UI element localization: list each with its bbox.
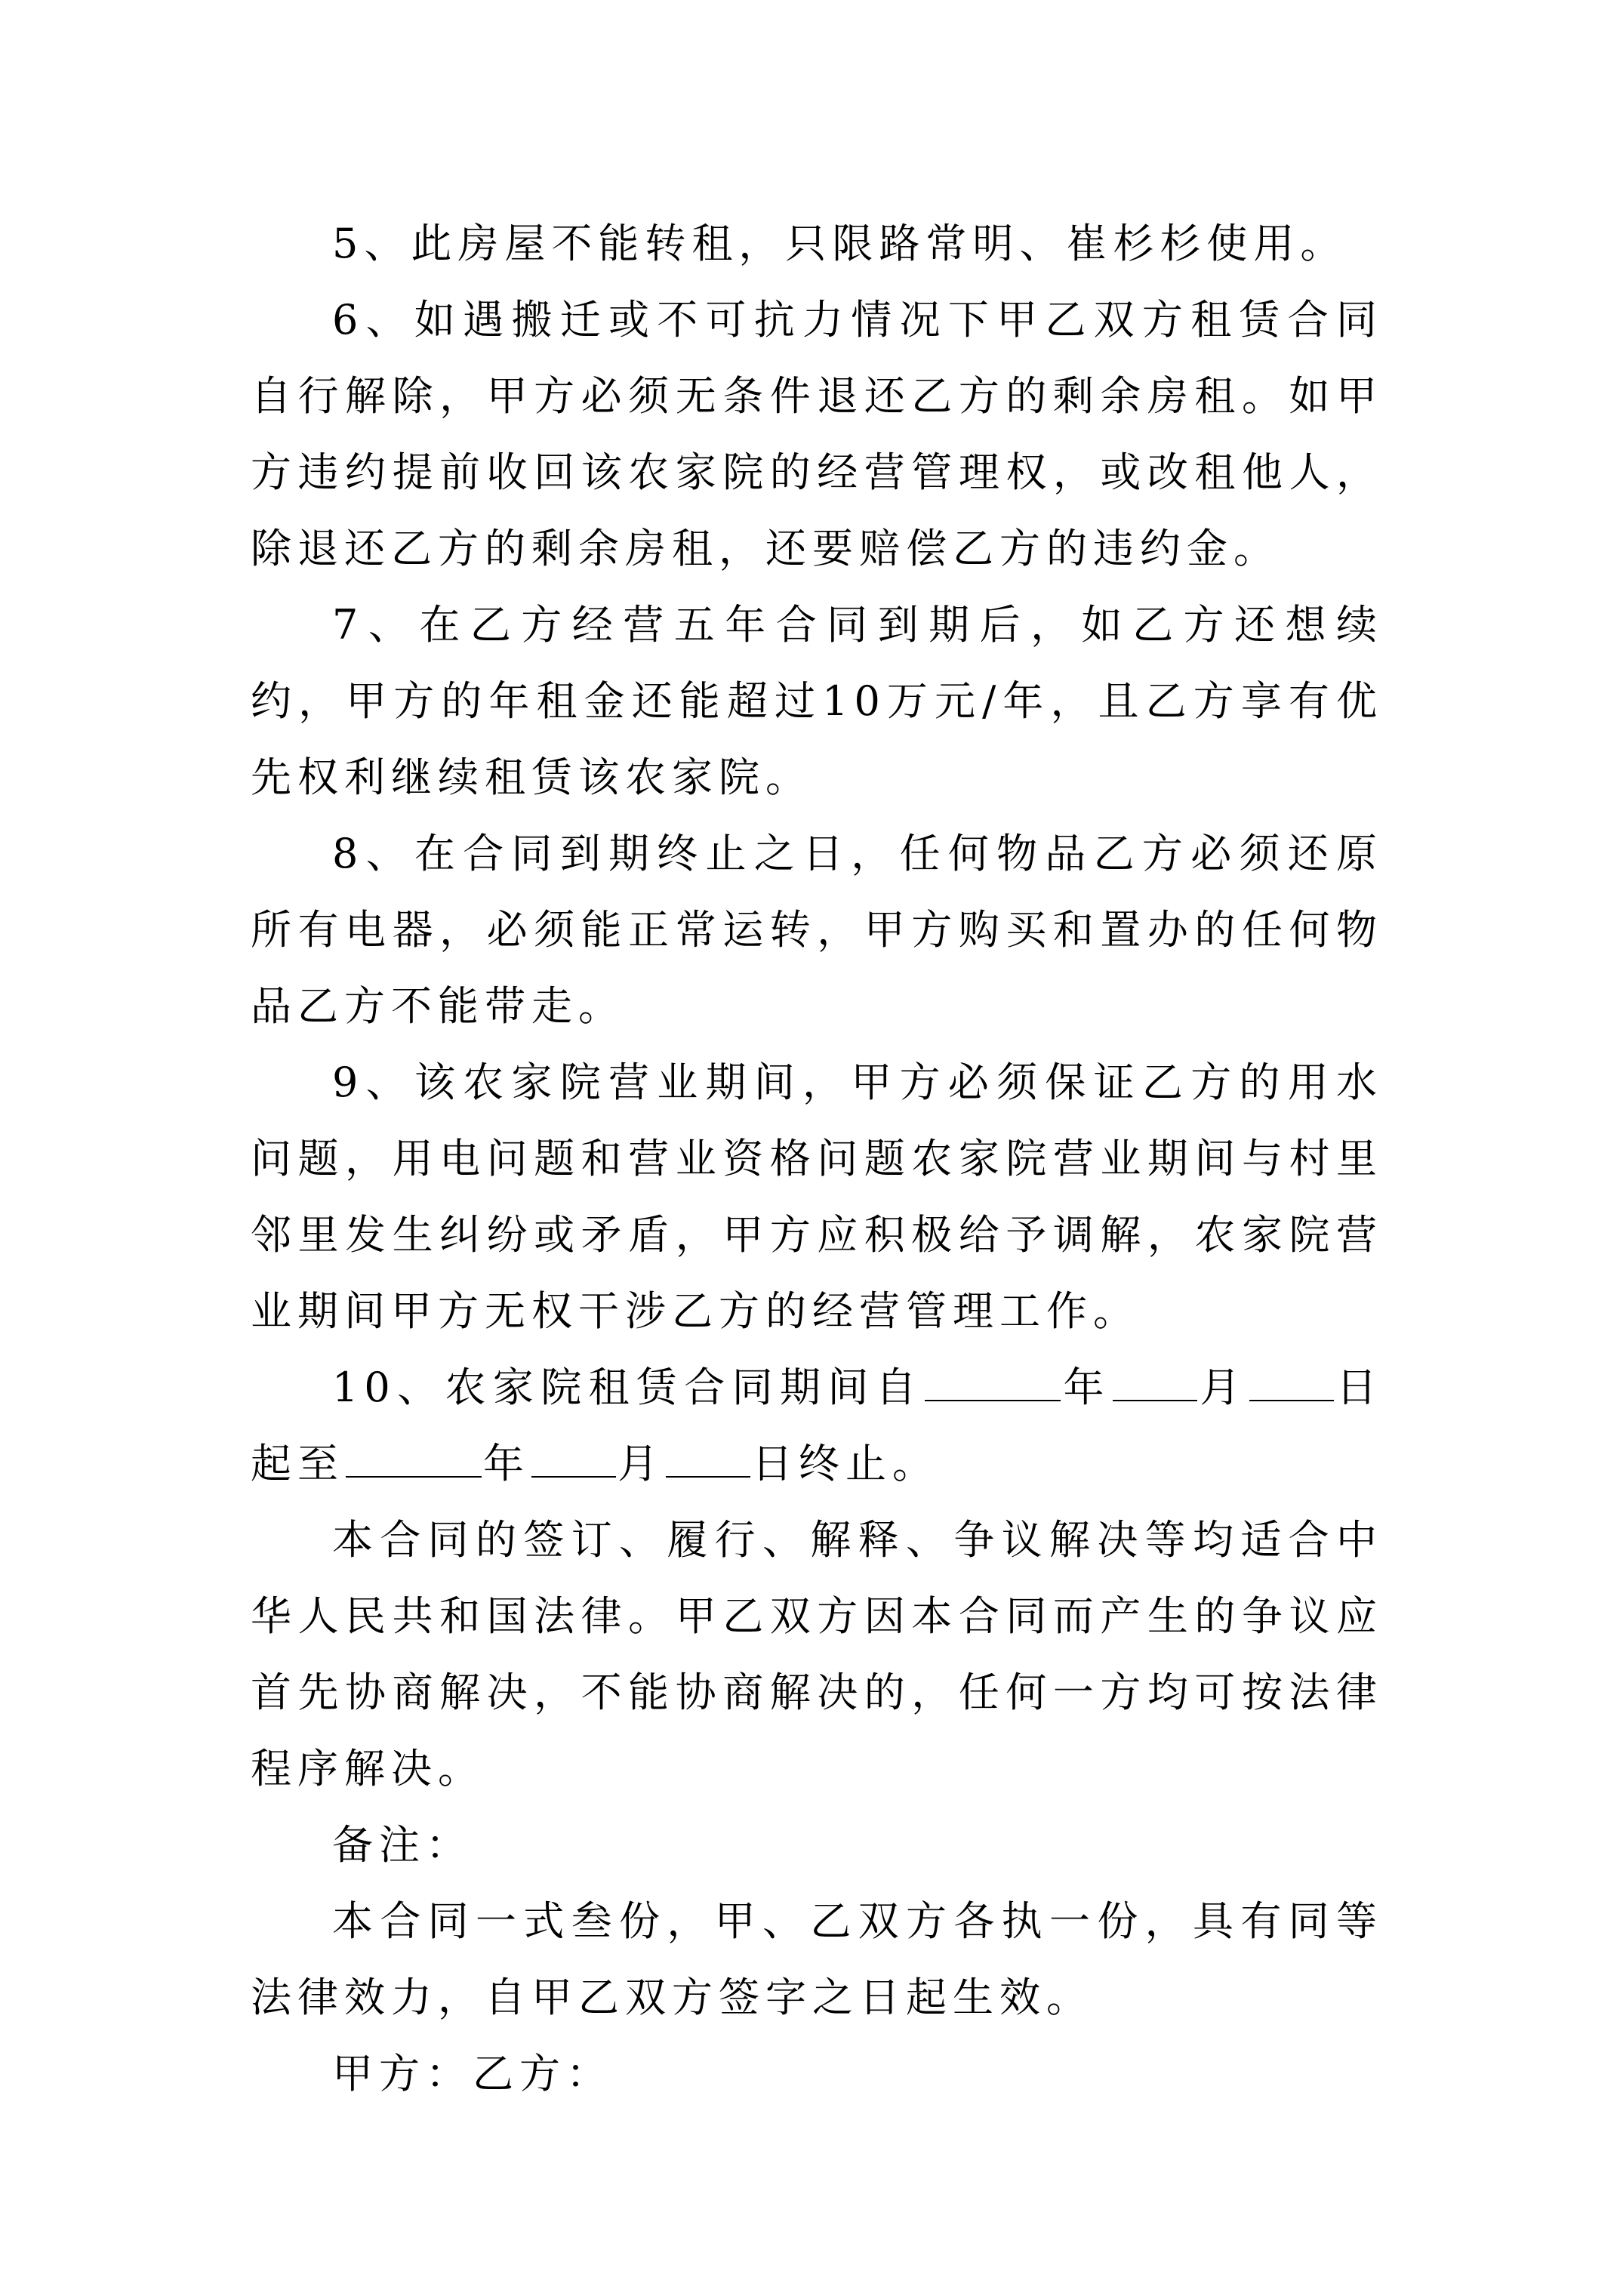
remarks-text: 本合同一式叁份，甲、乙双方各执一份，具有同等法律效力，自甲乙双方签字之日起生效。 (251, 1897, 1383, 2021)
clause-9: 9、该农家院营业期间，甲方必须保证乙方的用水问题，用电问题和营业资格问题农家院营业期间与村里邻里发生纠纷或矛盾，甲方应积极给予调解，农家院营业期间甲方无权干涉乙方的经营管理工作。 (251, 1059, 1383, 1335)
clause-10 (251, 1349, 1383, 1502)
end-year-label: 年 (483, 1440, 530, 1487)
start-year-label: 年 (1062, 1364, 1111, 1411)
start-year-blank (925, 1353, 1061, 1401)
clause-7: 7、在乙方经营五年合同到期后，如乙方还想续约，甲方的年租金还能超过10万元/年，且乙方享有优先权利继续租赁该农家院。 (251, 601, 1383, 801)
governing-law-clause: 本合同的签订、履行、解释、争议解决等均适合中华人民共和国法律。甲乙双方因本合同而产生的争议应首先协商解决，不能协商解决的，任何一方均可按法律程序解决。 (251, 1516, 1383, 1792)
clause-6: 6、如遇搬迁或不可抗力情况下甲乙双方租赁合同自行解除，甲方必须无条件退还乙方的剩余房租。如甲方违约提前收回该农家院的经营管理权，或改租他人，除退还乙方的剩余房租，还要赔偿乙方的违约金。 (251, 296, 1383, 572)
to-label: 至 (297, 1440, 344, 1487)
start-day-label: 日起 (251, 1364, 1384, 1487)
start-month-label: 月 (1198, 1364, 1248, 1411)
end-day-label: 日终止。 (752, 1440, 939, 1487)
start-day-blank (1249, 1353, 1334, 1401)
end-month-label: 月 (617, 1440, 664, 1487)
start-month-blank (1113, 1353, 1197, 1401)
clause-10-prefix: 10、农家院租赁合同期间自 (332, 1364, 924, 1411)
clause-8: 8、在合同到期终止之日，任何物品乙方必须还原所有电器，必须能正常运转，甲方购买和置办的任何物品乙方不能带走。 (251, 830, 1383, 1030)
end-day-blank (666, 1429, 750, 1478)
end-year-blank (346, 1429, 482, 1478)
document-body (251, 205, 1383, 2112)
signature-line: 甲方：乙方： (332, 2050, 613, 2097)
clause-5: 5、此房屋不能转租，只限路常明、崔杉杉使用。 (332, 220, 1347, 267)
end-month-blank (531, 1429, 616, 1478)
remarks-label: 备注： (332, 1821, 473, 1869)
